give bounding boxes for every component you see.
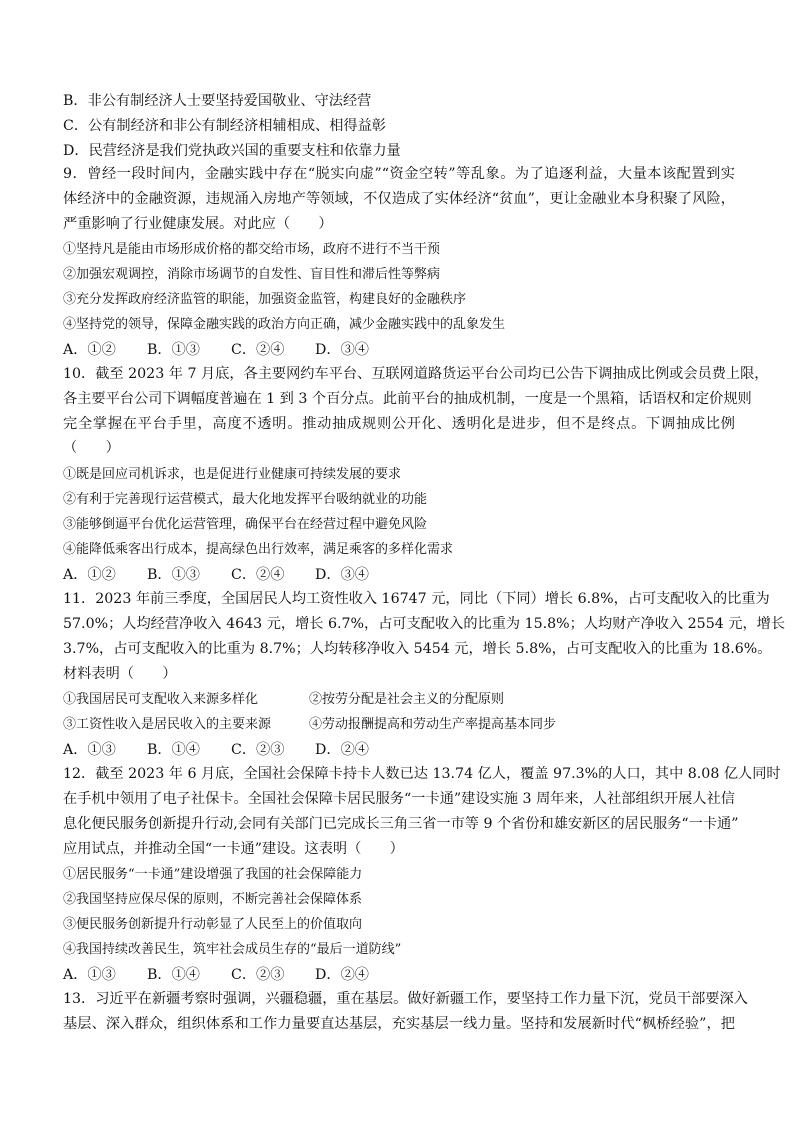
q9-statement-1: ①坚持凡是能由市场形成价格的都交给市场，政府不进行不当干预 [63, 242, 441, 257]
q9-statement-4: ④坚持党的领导，保障金融实践的政治方向正确，减少金融实践中的乱象发生 [63, 317, 506, 332]
q10-choices [63, 565, 399, 585]
q8-option-d: D．民营经济是我们党执政兴国的重要支柱和依靠力量 [63, 143, 401, 159]
q12-stem-line: 12．截至 2023 年 6 月底，全国社会保障卡持卡人数已达 13.74 亿人，覆盖 97.3%的人口，其中 8.08 亿人同时 [63, 766, 781, 782]
q9-statement-2: ②加强宏观调控，消除市场调节的自发性、盲目性和滞后性等弊病 [63, 267, 441, 282]
q10-statement-4: ④能降低乘客出行成本，提高绿色出行效率，满足乘客的多样化需求 [63, 542, 454, 557]
q11-stem-line: 57.0%；人均经营净收入 4643 元，增长 6.7%，占可支配收入的比重为 15.8%；人均财产净收入 2554 元，增长 [63, 616, 786, 632]
choice-d: D．②④ [315, 967, 369, 983]
choice-d: D．②④ [315, 742, 369, 758]
q11-stem-line: 3.7%，占可支配收入的比重为 8.7%；人均转移净收入 5454 元，增长 5.8%，占可支配收入的比重为 18.6%。 [63, 641, 772, 657]
choice-a: A．①② [63, 342, 116, 358]
q11-statement-2: ②按劳分配是社会主义的分配原则 [309, 692, 505, 707]
choice-c: C．②④ [231, 567, 285, 583]
q13-stem-line: 13．习近平在新疆考察时强调，兴疆稳疆，重在基层。做好新疆工作，要坚持工作力量下沉，党员干部要深入 [63, 991, 748, 1007]
q9-stem-line: 严重影响了行业健康发展。对此应（ ） [63, 216, 333, 232]
choice-c: C．②④ [231, 342, 285, 358]
q10-stem-line: 各主要平台公司下调幅度普遍在 1 到 3 个百分点。此前平台的抽成机制，一度是一个黑箱，话语权和定价规则 [63, 391, 752, 407]
q11-statement-1: ①我国居民可支配收入来源多样化 [63, 692, 259, 707]
q11-statement-4: ④劳动报酬提高和劳动生产率提高基本同步 [309, 717, 557, 732]
q10-stem-line: 完全掌握在平台手里，高度不透明。推动抽成规则公开化、透明化是进步，但不是终点。下调抽成比例 [63, 416, 735, 432]
q12-stem-line: 息化便民服务创新提升行动,会同有关部门已完成长三角三省一市等 9 个省份和雄安新区的居民服务“一卡通” [63, 816, 739, 832]
q12-statement-1: ①居民服务“一卡通”建设增强了我国的社会保障能力 [63, 867, 363, 882]
choice-b: B．①③ [147, 567, 200, 583]
q10-stem-line: 10．截至 2023 年 7 月底，各主要网约车平台、互联网道路货运平台公司均已公告下调抽成比例或会员费上限， [63, 366, 769, 382]
choice-b: B．①④ [147, 742, 200, 758]
q12-stem-line: 应用试点，并推动全国“一卡通”建设。这表明（ ） [63, 841, 404, 857]
q12-stem-line: 在手机中领用了电子社保卡。全国社会保障卡居民服务“一卡通”建设实施 3 周年来，人社部组织开展人社信 [63, 791, 735, 807]
q11-statements-row [63, 715, 556, 735]
q8-option-c: C．公有制经济和非公有制经济相辅相成、相得益彰 [63, 118, 386, 134]
q10-statement-2: ②有利于完善现行运营模式，最大化地发挥平台吸纳就业的功能 [63, 492, 428, 507]
q10-stem-line: （ ） [63, 440, 120, 456]
q11-statements-row [63, 690, 504, 710]
q12-statement-3: ③便民服务创新提升行动彰显了人民至上的价值取向 [63, 917, 363, 932]
q11-choices [63, 740, 399, 760]
choice-a: A．①③ [63, 967, 116, 983]
choice-a: A．①③ [63, 742, 116, 758]
q11-stem-line: 11．2023 年前三季度，全国居民人均工资性收入 16747 元，同比（下同）增长 6.8%，占可支配收入的比重为 [63, 591, 770, 607]
q9-statement-3: ③充分发挥政府经济监管的职能，加强资金监管，构建良好的金融秩序 [63, 292, 467, 307]
choice-c: C．②③ [231, 742, 285, 758]
q9-stem-line: 体经济中的金融资源，违规涌入房地产等领域，不仅造成了实体经济“贫血”，更让金融业本身积聚了风险， [63, 191, 735, 207]
q12-statement-4: ④我国持续改善民生，筑牢社会成员生存的“最后一道防线” [63, 942, 402, 957]
q9-stem-line: 9．曾经一段时间内，金融实践中存在“脱实向虚”“资金空转”等乱象。为了追逐利益，大量本该配置到实 [63, 166, 735, 182]
q12-choices [63, 965, 399, 985]
q11-statement-3: ③工资性收入是居民收入的主要来源 [63, 717, 272, 732]
choice-d: D．③④ [315, 342, 369, 358]
choice-b: B．①③ [147, 342, 200, 358]
q11-stem-line: 材料表明（ ） [63, 666, 177, 682]
q8-option-b: B．非公有制经济人士要坚持爱国敬业、守法经营 [63, 93, 372, 109]
q10-statement-1: ①既是回应司机诉求，也是促进行业健康可持续发展的要求 [63, 467, 402, 482]
q12-statement-2: ②我国坚持应保尽保的原则，不断完善社会保障体系 [63, 892, 363, 907]
choice-b: B．①④ [147, 967, 200, 983]
q10-statement-3: ③能够倒逼平台优化运营管理，确保平台在经营过程中避免风险 [63, 517, 428, 532]
choice-d: D．③④ [315, 567, 369, 583]
q13-stem-line: 基层、深入群众，组织体系和工作力量要直达基层，充实基层一线力量。坚持和发展新时代“枫桥经验”，把 [63, 1016, 735, 1032]
choice-c: C．②③ [231, 967, 285, 983]
q9-choices [63, 340, 399, 360]
choice-a: A．①② [63, 567, 116, 583]
